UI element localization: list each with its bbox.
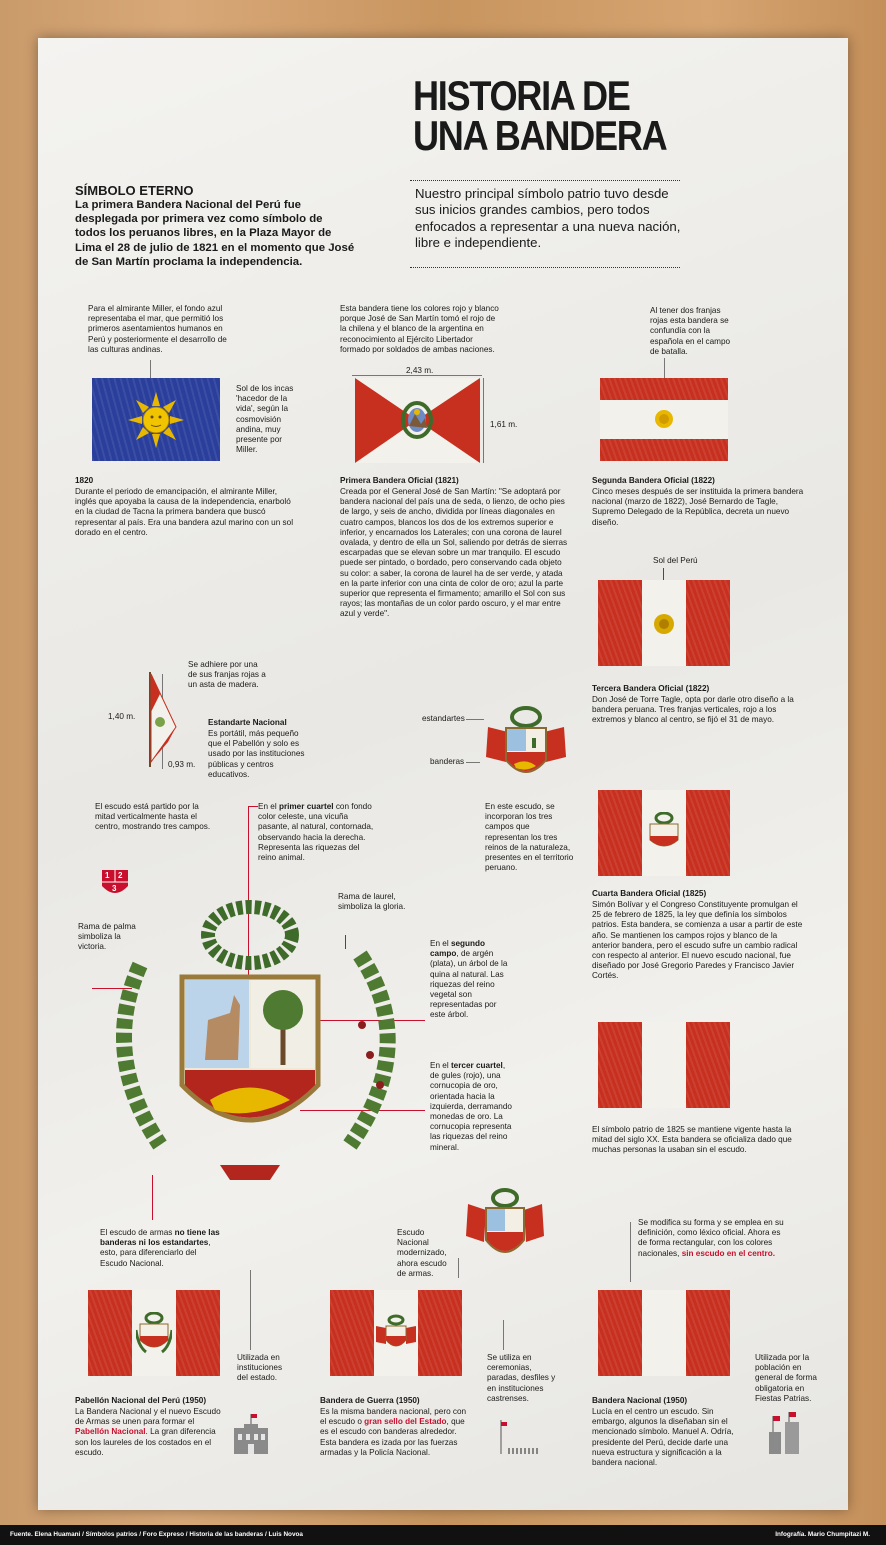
symbol-text: La primera Bandera Nacional del Perú fue desplegada por primera vez como símbolo de todos los peruanos libres, en la Plaza Mayor de Lima el 28 de julio de 1821 en el momento que José de San Martín proclama la independencia. (75, 199, 355, 268)
intro-text: Nuestro principal símbolo patrio tuvo desde sus inicios grandes cambios, pero todos enfocados a representar a una nueva nación, libre e independiente. (415, 186, 681, 251)
flag1821-note: Esta bandera tiene los colores rojo y blanco porque José de San Martín tomó el rojo de la chilena y el blanco de la argentina en reconocimiento al Ejército Libertador formado por soldados de ambas naciones. (340, 304, 499, 354)
nacional-title: Bandera Nacional (1950) (592, 1396, 688, 1405)
escudo-nacional-image (462, 1186, 548, 1274)
flag1821-height: 1,61 m. (490, 420, 518, 429)
flag-1820 (92, 378, 220, 461)
shield-num-3: 3 (112, 884, 117, 893)
estandarte-note: Se adhiere por una de sus franjas rojas a un asta de madera. (188, 660, 266, 690)
pabellon-use: Utilizada en instituciones del estado. (237, 1353, 283, 1383)
escudo-label-banderas: banderas (430, 757, 465, 766)
flag1820-desc: Durante el periodo de emancipación, el almirante Miller, inglés que apoyaba la causa de la independencia, enarboló en la ciudad de Tacna la primera bandera que buscó representar al país. Era una bandera azul marino con un sol dorado en el centro. (75, 487, 294, 537)
nacional-use: Utilizada por la población en general de forma obligatoria en Fiestas Patrias. (755, 1353, 817, 1403)
flag1821-width: 2,43 m. (406, 366, 434, 375)
flag1822b-desc: Don José de Torre Tagle, opta por darle otro diseño a la bandera peruana. Tres franjas verticales, rojo a los extremos y blanco al centro, se fijó el 31 de mayo. (592, 695, 794, 725)
coat-q1-note: En el primer cuartel con fondo color celeste, una vicuña pasante, al natural, contornada, observando hacia la derecha. Representa las riquezas del reino animal. (258, 802, 374, 863)
footer-source: Fuente. Elena Huamani / Símbolos patrios / Foro Expreso / Historia de las banderas / Luis Novoa (10, 1531, 303, 1538)
symbol-heading: SÍMBOLO ETERNO (75, 183, 194, 198)
pabellon-desc: La Bandera Nacional y el nuevo Escudo de Armas se unen para formar el Pabellón Nacional. La gran diferencia son los laureles de los costados en el escudo. (75, 1407, 221, 1457)
flag1825-title: Cuarta Bandera Oficial (1825) (592, 889, 707, 898)
sun-icon (652, 612, 676, 636)
nacional-desc: Lucía en el centro un escudo. Sin embargo, algunos la diseñaban sin el mencionado símbolo. Manuel A. Odría, presidente del Perú, decide darle una nueva estructura y significación a la bandera nacional. (592, 1407, 734, 1468)
flag1820-note: Para el almirante Miller, el fondo azul representaba el mar, que permitió los primeros asentamientos humanos en Perú y posteriormente el desarrollo de las culturas andinas. (88, 304, 227, 354)
flag-1825 (598, 790, 730, 876)
coat-no-banderas-note: El escudo de armas no tiene las banderas ni los estandartes, esto, para diferenciarlo del Escudo Nacional. (100, 1228, 220, 1268)
shield-diagram (100, 868, 130, 898)
coat-of-arms-large (100, 895, 420, 1195)
estandarte-desc: Es portátil, más pequeño que el Pabellón y solo es usado por las instituciones públicas y centros educativos. (208, 729, 305, 779)
flag-nacional-1950 (598, 1290, 730, 1376)
pabellon-title: Pabellón Nacional del Perú (1950) (75, 1396, 207, 1405)
coat-partido-note: El escudo está partido por la mitad verticalmente hasta el centro, mostrando tres campos. (95, 802, 211, 832)
divider-bottom (410, 267, 680, 268)
flag-1821 (355, 378, 480, 463)
coat-of-arms-icon (646, 812, 682, 852)
flag1822a-desc: Cinco meses después de ser instituida la primera bandera nacional (marzo de 1822), José Bernardo de Tagle, Supremo Delegado de la República, decreta un nuevo diseño. (592, 487, 804, 527)
flag1822b-sun-label: Sol del Perú (653, 556, 698, 565)
soldiers-parade-icon (495, 1418, 545, 1458)
flag1820-sun-note: Sol de los incas 'hacedor de la vida', según la cosmovisión andina, muy presente por Miller. (236, 384, 294, 455)
coat-palma-note: Rama de palma simboliza la victoria. (78, 922, 136, 952)
page-title: HISTORIA DE UNA BANDERA (413, 72, 667, 159)
guerra-title: Bandera de Guerra (1950) (320, 1396, 420, 1405)
flag-pabellon (88, 1290, 220, 1376)
flagplain-desc: El símbolo patrio de 1825 se mantiene vigente hasta la mitad del siglo XX. Esta bandera se oficializa dado que muchas personas la usaban sin el escudo. (592, 1125, 792, 1155)
government-building-icon (230, 1412, 272, 1456)
shield-num-1: 1 (105, 871, 110, 880)
escudo-label-estandartes: estandartes (422, 714, 465, 723)
coat-of-arms-icon (136, 1312, 172, 1354)
coat-of-arms-icon (374, 1314, 418, 1354)
flag1822a-title: Segunda Bandera Oficial (1822) (592, 476, 715, 485)
divider-top (410, 180, 680, 181)
flag1820-year: 1820 (75, 476, 94, 485)
footer-bar (0, 1525, 886, 1545)
estandarte-height: 1,40 m. (108, 712, 136, 721)
flag1821-desc: Creada por el General José de San Martín: "Se adoptará por bandera nacional del país una de seda, o lienzo, de ocho pies de largo, y seis de ancho, dividida por líneas diagonales en cuatro campos, blancos los dos de los extremos superior e inferior, y encarnados los Laterales; con una corona de laurel ovalada, y dentro de ella un Sol, saliendo por detrás de sierras escarpadas que se elevan sobre un mar tranquilo. El escudo puede ser pintado, o bordado, pero conservando cada objeto su color: a saber, la corona de laurel ha de ser verde, y atada en la parte inferior con una cinta de color de oro; azul la parte superior que representa el firmamento; amarillo el Sol con sus rayos; las montañas de un color pardo oscuro, y el mar entre azul y verde". (340, 487, 568, 619)
coat-q3-note: En el tercer cuartel, de gules (rojo), una cornucopia de oro, orientada hacia la izquierda, derramando monedas de oro. La cornucopia representa las riquezas del reino mineral. (430, 1061, 512, 1152)
footer-credit: Infografía. Mario Chumpitazi M. (775, 1531, 870, 1538)
estandarte-flag (146, 672, 190, 772)
flag1825-desc: Simón Bolívar y el Congreso Constituyente promulgan el 25 de febrero de 1825, la ley que definía los símbolos patrios. Esta bandera, se comienza a usar a partir de este año. Se mantienen los campos rojos y blanco de la anterior bandera, pero el escudo sufre un cambio radical con respecto al anterior. El nuevo escudo nacional, fue diseñado por José Gregorio Paredes y Francisco Javier Cortés. (592, 900, 803, 981)
escudo-nacional-note: Escudo Nacional modernizado, ahora escudo de armas. (397, 1228, 447, 1278)
shield-num-2: 2 (118, 871, 123, 880)
flag-1822b (598, 580, 730, 666)
escudo-1825-image (478, 702, 574, 798)
form-note: Se modifica su forma y se emplea en su definición, como léxico oficial. Ahora es de forma rectangular, con los colores nacionales, sin escudo en el centro. (638, 1218, 784, 1258)
sun-icon (92, 378, 220, 461)
sun-icon (652, 407, 676, 431)
escudo1825-note: En este escudo, se incorporan los tres campos que representan los tres reinos de la naturaleza, presentes en el territorio peruano. (485, 802, 574, 873)
coat-q2-note: En el segundo campo, de argén (plata), un árbol de la quina al natural. Las riquezas del reino vegetal son representadas por este árbol. (430, 939, 508, 1020)
flag-1822a (600, 378, 728, 461)
guerra-desc: Es la misma bandera nacional, pero con el escudo o gran sello del Estado, que es el escudo con banderas alrededor. Esta bandera es izada por las fuerzas armadas y la Policía Nacional. (320, 1407, 467, 1457)
estandarte-title: Estandarte Nacional (208, 718, 287, 727)
flag1822b-title: Tercera Bandera Oficial (1822) (592, 684, 710, 693)
estandarte-width: 0,93 m. (168, 760, 196, 769)
flag-guerra (330, 1290, 462, 1376)
guerra-use: Se utiliza en ceremonias, paradas, desfiles y en instituciones castrenses. (487, 1353, 556, 1403)
houses-icon (765, 1412, 805, 1456)
flag1821-title: Primera Bandera Oficial (1821) (340, 476, 459, 485)
coat-laurel-note: Rama de laurel, simboliza la gloria. (338, 892, 406, 912)
flag-plain (598, 1022, 730, 1108)
flag1822a-note: Al tener dos franjas rojas esta bandera se confundía con la española en el campo de batalla. (650, 306, 731, 356)
